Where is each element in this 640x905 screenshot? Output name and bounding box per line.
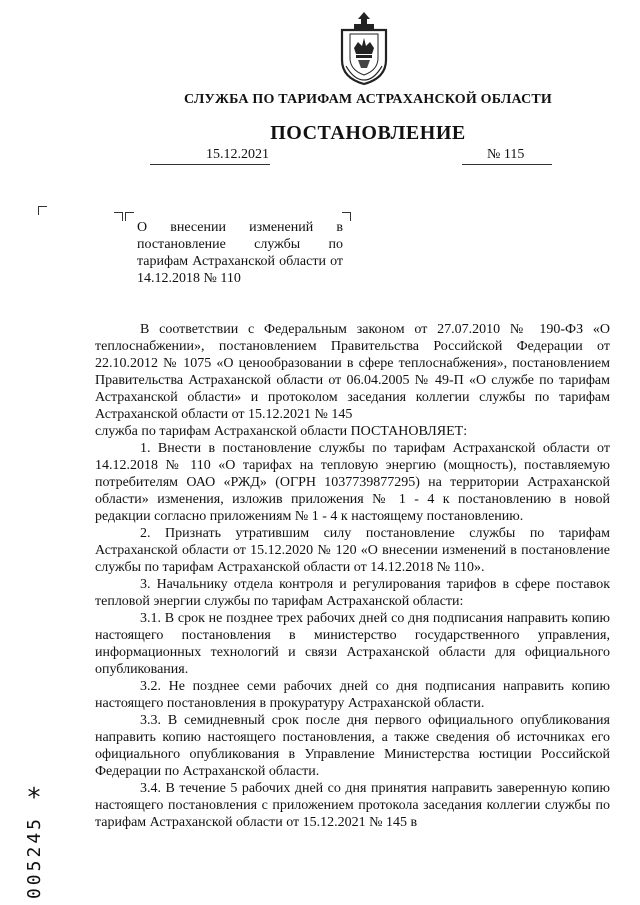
paragraph-preamble: В соответствии с Федеральным законом от 27.07.2010 № 190-ФЗ «О теплоснабжении», постановлением Правительства Российской Федерации от 22.10.2012 № 1075 «О ценообразовании в сфере теплоснабжения», постановлением Правительства Астраханской области от 06.04.2005 № 49-П «О службе по тарифам Астраханской области» и протоколом заседания коллегии службы по тарифам Астраханской области от 15.12.2021 № 145: [95, 322, 610, 422]
paragraph-item-3-3: 3.3. В семидневный срок после дня первого официального опубликования направить копию настоящего постановления, а также сведения об источниках его официального опубликования в Управление Министерства юстиции Российской Федерации по Астраханской области.: [95, 713, 610, 779]
paragraph-item-3: 3. Начальнику отдела контроля и регулирования тарифов в сфере поставок тепловой энергии службы по тарифам Астраханской области:: [95, 577, 610, 609]
left-bracket-mark: [38, 206, 47, 215]
subject-bracket-mark-left-2: [125, 212, 134, 221]
stamp-code: 005245: [23, 816, 45, 900]
document-number: № 115: [487, 147, 525, 162]
registration-stamp: [18, 783, 50, 900]
coat-of-arms-icon: [336, 10, 392, 86]
agency-name: СЛУЖБА ПО ТАРИФАМ АСТРАХАНСКОЙ ОБЛАСТИ: [183, 92, 553, 107]
date-underline: [150, 164, 270, 165]
paragraph-item-3-2: 3.2. Не позднее семи рабочих дней со дня подписания направить копию настоящего постановления в прокуратуру Астраханской области.: [95, 679, 610, 711]
subject-bracket-mark-right: [342, 212, 351, 221]
stamp-star: *: [27, 783, 41, 813]
document-body: [95, 321, 610, 831]
document-date: 15.12.2021: [206, 147, 269, 162]
document-subject: О внесении изменений в постановление службы по тарифам Астраханской области от 14.12.2018 № 110: [137, 220, 343, 286]
paragraph-item-1: 1. Внести в постановление службы по тарифам Астраханской области от 14.12.2018 № 110 «О тарифах на тепловую энергию (мощность), поставляемую потребителям ОАО «РЖД» (ОГРН 1037739877295) на территории Астраханской области» изменения, изложив приложения № 1 - 4 к постановлению в новой редакции согласно приложениям № 1 - 4 к настоящему постановлению.: [95, 441, 610, 524]
paragraph-item-3-4: 3.4. В течение 5 рабочих дней со дня принятия направить заверенную копию настоящего постановления с приложением протокола заседания коллегии службы по тарифам Астраханской области от 15.12.2021 № 145 в: [95, 781, 610, 830]
document-type: ПОСТАНОВЛЕНИЕ: [270, 122, 466, 144]
subject-bracket-mark-left: [114, 212, 123, 221]
number-underline: [462, 164, 552, 165]
paragraph-item-2: 2. Признать утратившим силу постановление службы по тарифам Астраханской области от 15.12.2020 № 120 «О внесении изменений в постановление службы по тарифам Астраханской области от 14.12.2018 № 110».: [95, 526, 610, 575]
paragraph-item-3-1: 3.1. В срок не позднее трех рабочих дней со дня подписания направить копию настоящего постановления в министерство государственного управления, информационных технологий и связи Астраханской области для официального опубликования.: [95, 611, 610, 677]
paragraph-resolves: служба по тарифам Астраханской области ПОСТАНОВЛЯЕТ:: [95, 424, 468, 439]
